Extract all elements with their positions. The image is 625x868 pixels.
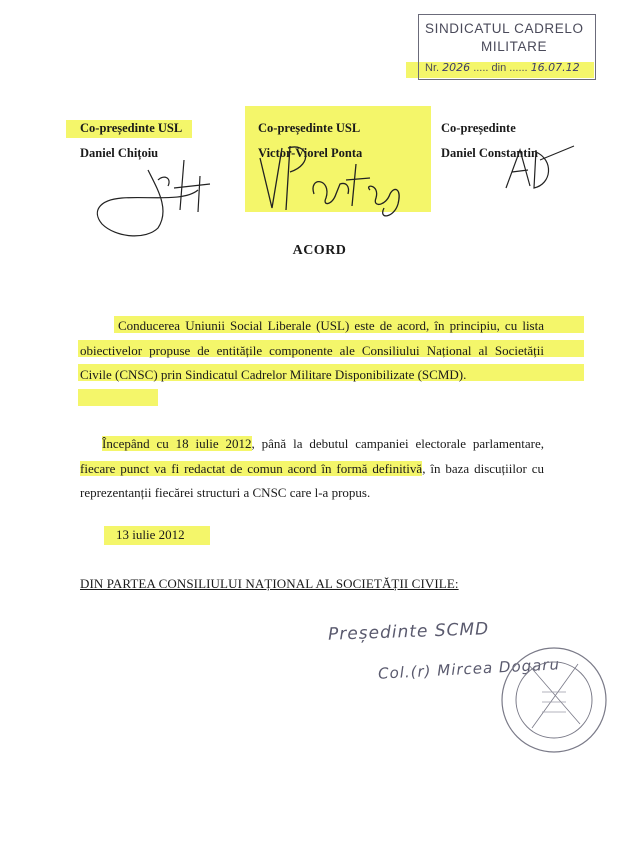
p1-highlight-line4 [78,389,158,406]
signature-2-icon [252,128,422,224]
stamp-din-label: din [491,62,507,74]
paragraph-2 [80,432,544,506]
document-title: ACORD [292,243,347,258]
p2-text-b: , în baza discuțiilor cu reprezentanții fiecărei structuri a CNSC care l-a propus. [80,460,544,500]
signatory-2-role: Co-președinte USL [258,121,361,135]
handwritten-line1: Președinte SCMD [327,619,490,645]
p2-highlight-clause: fiecare punct va fi redactat de comun acord în formă definitivă [80,460,423,476]
signatory-2-name: Victor-Viorel Ponta [258,146,363,160]
footer-heading: DIN PARTEA CONSILIULUI NAȚIONAL AL SOCIETĂȚII CIVILE: [80,576,459,591]
stamp-line2: MILITARE [481,39,548,54]
signatory-3-name: Daniel Constantin [441,146,538,160]
document-date: 13 iulie 2012 [116,527,185,542]
signature-3-icon [500,140,580,198]
stamp-date-value: 16.07.12 [530,61,580,74]
stamp-line1: SINDICATUL CADRELO [425,21,584,36]
signatory-1-name: Daniel Chițoiu [80,146,159,160]
stamp-nr-label: Nr. [425,62,440,74]
p2-text-a: , până la debutul campaniei electorale parlamentare, [251,436,544,451]
stamp-nr-value: 2026 [442,61,471,74]
signatory-1-role: Co-președinte USL [80,121,183,135]
registration-stamp [418,14,596,80]
seal-icon [498,644,610,756]
p2-highlight-date: Începând cu 18 iulie 2012 [102,436,252,451]
signatory-3-role: Co-președinte [441,121,516,135]
stamp-number-row: Nr. 2026 ..... din ...... 16.07.12 [425,61,580,74]
handwritten-line2: Col.(r) Mircea Dogaru [377,655,561,683]
signature-1-icon [88,140,228,240]
paragraph-1: Conducerea Uniunii Social Liberale (USL) este de acord, în principiu, cu lista obiectivelor propuse de entitățile componente ale Consiliului Național al Societății Civile (CNSC) prin Sindicatul Cadrelor Militare Disponibilizate (SCMD). [80,318,544,382]
